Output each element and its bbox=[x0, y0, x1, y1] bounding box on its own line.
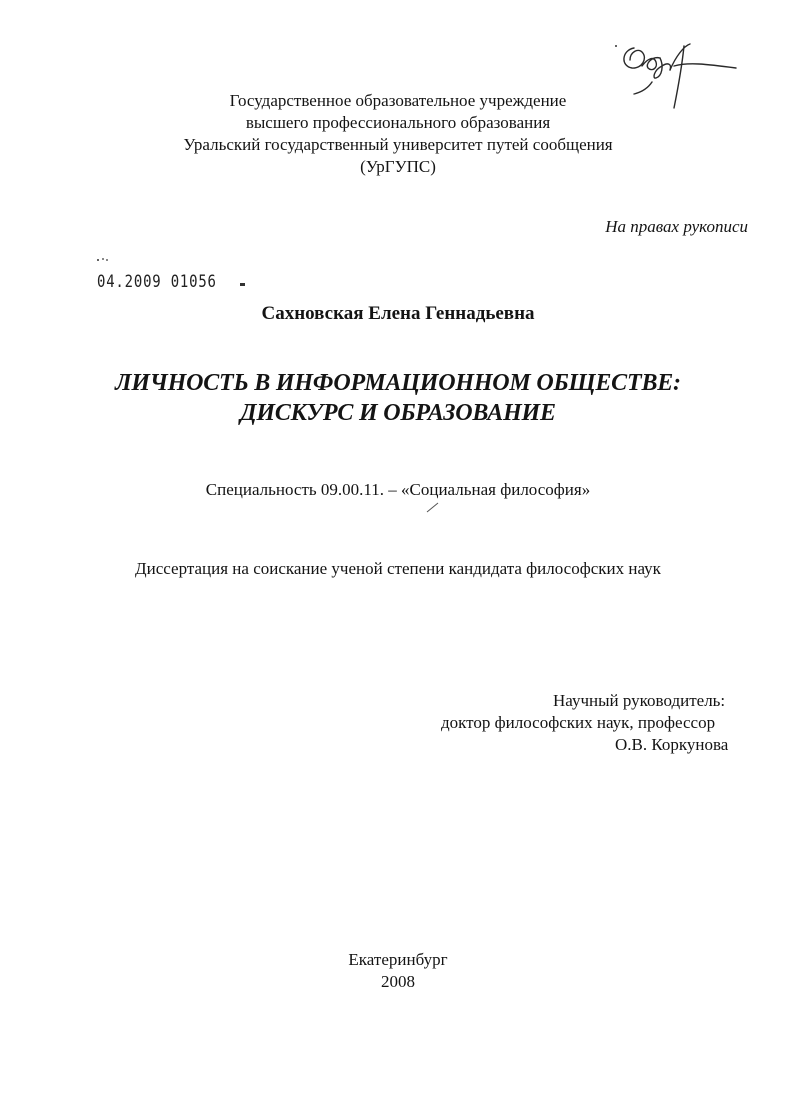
supervisor-credentials: доктор философских наук, профессор bbox=[441, 713, 716, 732]
supervisor-heading: Научный руководитель: bbox=[553, 691, 726, 710]
year: 2008 bbox=[381, 972, 415, 991]
city: Екатеринбург bbox=[348, 950, 448, 969]
pen-mark-icon bbox=[426, 501, 440, 513]
rights-note: На правах рукописи bbox=[605, 217, 748, 236]
institution-line-1: Государственное образовательное учреждение bbox=[229, 91, 567, 110]
supervisor-name: О.В. Коркунова bbox=[615, 735, 729, 754]
stamp-marks-icon bbox=[94, 256, 254, 286]
degree-statement: Диссертация на соискание ученой степени кандидата философских наук bbox=[135, 559, 661, 578]
thesis-title-line-1: ЛИЧНОСТЬ В ИНФОРМАЦИОННОМ ОБЩЕСТВЕ: bbox=[115, 370, 681, 396]
thesis-title-line-2: ДИСКУРС И ОБРАЗОВАНИЕ bbox=[240, 400, 556, 426]
institution-line-2: высшего профессионального образования bbox=[245, 113, 551, 132]
institution-line-3: Уральский государственный университет путей сообщения bbox=[183, 135, 613, 154]
archive-stamp: 04.2009 01056 bbox=[97, 272, 217, 292]
specialty: Специальность 09.00.11. – «Социальная философия» bbox=[205, 480, 591, 499]
author-name: Сахновская Елена Геннадьевна bbox=[261, 303, 535, 324]
institution-abbreviation: (УрГУПС) bbox=[360, 157, 436, 176]
